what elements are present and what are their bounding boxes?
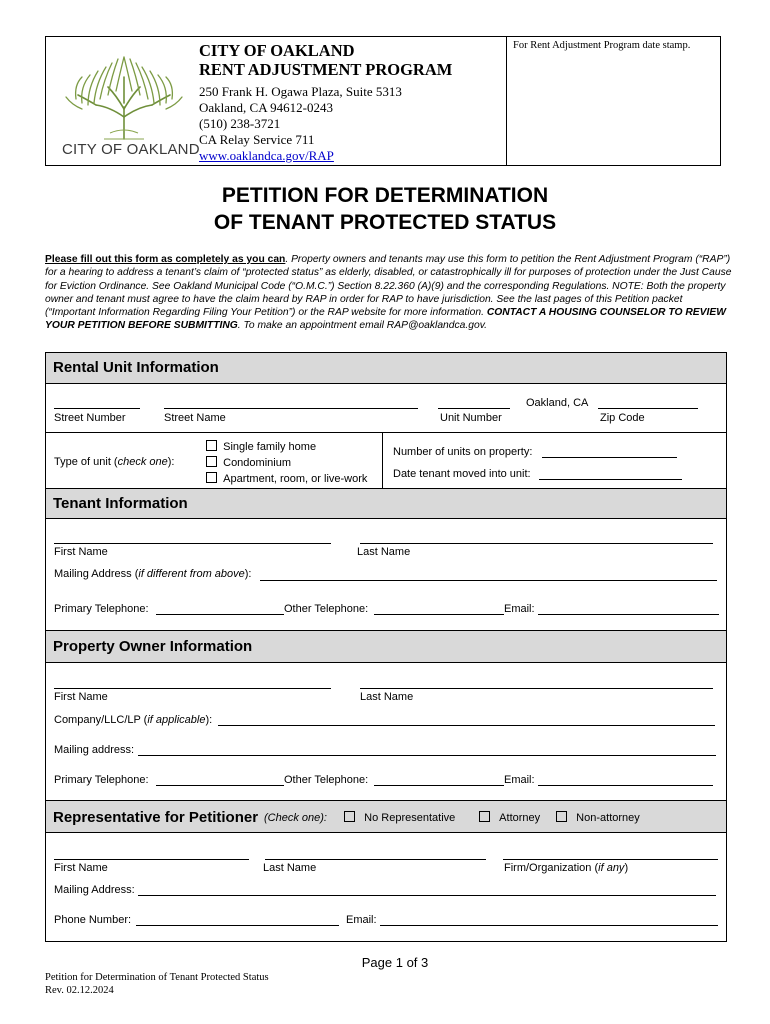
footer-form-name: Petition for Determination of Tenant Protected Status bbox=[45, 972, 269, 983]
tenant-first-name-label: First Name bbox=[54, 546, 108, 558]
owner-primary-phone-field[interactable] bbox=[156, 785, 284, 786]
owner-email-label: Email: bbox=[504, 774, 535, 786]
owner-first-name-label: First Name bbox=[54, 691, 108, 703]
checkbox-single-family[interactable]: Single family home bbox=[206, 440, 316, 453]
checkbox-no-representative[interactable]: No Representative bbox=[344, 811, 455, 824]
intro-counselor-note: CONTACT A HOUSING COUNSELOR TO REVIEW YOUR PETITION BEFORE SUBMITTING bbox=[45, 307, 726, 332]
street-name-field[interactable] bbox=[164, 408, 418, 409]
rep-mailing-field[interactable] bbox=[138, 895, 716, 896]
tenant-other-phone-label: Other Telephone: bbox=[284, 603, 369, 615]
tenant-last-name-field[interactable] bbox=[360, 543, 713, 544]
owner-mailing-field[interactable] bbox=[138, 755, 716, 756]
organization-block bbox=[199, 41, 499, 164]
street-name-label: Street Name bbox=[164, 412, 226, 424]
section-header-rental-unit bbox=[46, 353, 726, 384]
phone-number: (510) 238-3721 bbox=[199, 116, 281, 131]
website-link[interactable]: www.oaklandca.gov/RAP bbox=[199, 148, 334, 163]
header-divider bbox=[506, 37, 507, 165]
tenant-other-phone-field[interactable] bbox=[374, 614, 504, 615]
tenant-primary-phone-field[interactable] bbox=[156, 614, 284, 615]
rep-email-field[interactable] bbox=[380, 925, 718, 926]
checkbox-icon[interactable] bbox=[556, 811, 567, 822]
rep-last-name-field[interactable] bbox=[265, 859, 486, 860]
footer-info bbox=[45, 971, 269, 997]
street-number-field[interactable] bbox=[54, 408, 140, 409]
units-on-property-field[interactable] bbox=[542, 457, 677, 458]
check-one-label: (Check one): bbox=[264, 812, 327, 824]
rep-first-name-field[interactable] bbox=[54, 859, 249, 860]
address-line-1: 250 Frank H. Ogawa Plaza, Suite 5313 bbox=[199, 84, 402, 99]
intro-paragraph bbox=[45, 253, 735, 333]
owner-company-field[interactable] bbox=[218, 725, 715, 726]
owner-company-label: Company/LLC/LP (if applicable): bbox=[54, 714, 213, 726]
row-divider bbox=[46, 432, 726, 433]
owner-mailing-label: Mailing address: bbox=[54, 744, 135, 756]
checkbox-icon[interactable] bbox=[479, 811, 490, 822]
street-number-label: Street Number bbox=[54, 412, 126, 424]
city-label: Oakland, CA bbox=[526, 397, 589, 409]
owner-other-phone-label: Other Telephone: bbox=[284, 774, 369, 786]
tenant-mailing-label: Mailing Address (if different from above): bbox=[54, 568, 252, 580]
section-title: Representative for Petitioner bbox=[53, 809, 259, 826]
unit-number-field[interactable] bbox=[438, 408, 510, 409]
checkbox-condominium[interactable]: Condominium bbox=[206, 456, 291, 469]
units-on-property-label: Number of units on property: bbox=[393, 446, 533, 458]
section-header-tenant bbox=[46, 488, 726, 519]
column-divider bbox=[382, 432, 383, 489]
petition-form bbox=[45, 352, 727, 942]
rep-firm-field[interactable] bbox=[503, 859, 718, 860]
logo-text: CITY OF OAKLAND bbox=[62, 141, 200, 158]
checkbox-icon[interactable] bbox=[206, 472, 217, 483]
checkbox-icon[interactable] bbox=[344, 811, 355, 822]
footer-revision: Rev. 02.12.2024 bbox=[45, 985, 114, 996]
org-name: CITY OF OAKLAND bbox=[199, 41, 355, 60]
section-header-owner bbox=[46, 630, 726, 663]
unit-type-label: Type of unit (check one): bbox=[54, 456, 175, 468]
owner-last-name-label: Last Name bbox=[360, 691, 414, 703]
section-header-representative bbox=[46, 800, 726, 833]
rep-phone-label: Phone Number: bbox=[54, 914, 132, 926]
section-title: Property Owner Information bbox=[53, 638, 253, 655]
owner-last-name-field[interactable] bbox=[360, 688, 713, 689]
rep-mailing-label: Mailing Address: bbox=[54, 884, 135, 896]
intro-lead: Please fill out this form as completely as you can bbox=[45, 254, 286, 265]
section-title: Rental Unit Information bbox=[53, 359, 219, 376]
rep-firm-label: Firm/Organization (if any) bbox=[504, 862, 629, 874]
unit-number-label: Unit Number bbox=[440, 412, 502, 424]
checkbox-non-attorney[interactable]: Non-attorney bbox=[556, 811, 640, 824]
page-number: Page 1 of 3 bbox=[361, 955, 429, 970]
rep-email-label: Email: bbox=[346, 914, 377, 926]
owner-primary-phone-label: Primary Telephone: bbox=[54, 774, 149, 786]
tenant-email-label: Email: bbox=[504, 603, 535, 615]
tenant-last-name-label: Last Name bbox=[357, 546, 411, 558]
checkbox-icon[interactable] bbox=[206, 440, 217, 451]
rep-phone-field[interactable] bbox=[136, 925, 339, 926]
tenant-mailing-field[interactable] bbox=[260, 580, 717, 581]
owner-first-name-field[interactable] bbox=[54, 688, 331, 689]
form-title-line-1: PETITION FOR DETERMINATION bbox=[221, 184, 549, 207]
section-title: Tenant Information bbox=[53, 495, 188, 512]
zip-code-field[interactable] bbox=[598, 408, 698, 409]
rep-first-name-label: First Name bbox=[54, 862, 108, 874]
zip-code-label: Zip Code bbox=[600, 412, 645, 424]
tenant-first-name-field[interactable] bbox=[54, 543, 331, 544]
tenant-primary-phone-label: Primary Telephone: bbox=[54, 603, 149, 615]
address-line-2: Oakland, CA 94612-0243 bbox=[199, 100, 333, 115]
tenant-email-field[interactable] bbox=[538, 614, 719, 615]
intro-body: . Property owners and tenants may use this form to petition the Rent Adjustment Program (“RAP”) for a hearing to address a tenant’s claim of “protected status” as elderly, disabled, or catastrophically ill for purposes of protection under the Just Cause for Eviction Ordinance. See Oakland Municipal Code (“O.M.C.”) Section 8.22.360 (A)(9) and the corresponding Regulations. NOTE: Both the property owner and tenant must agree to have the claim heard by RAP in order for RAP to have jurisdiction. See the last pages of this Petition packet (“Important Information Regarding Filing Your Petition”) or the RAP website for more information. bbox=[45, 254, 732, 319]
owner-email-field[interactable] bbox=[538, 785, 713, 786]
form-title-line-2: OF TENANT PROTECTED STATUS bbox=[213, 211, 557, 234]
checkbox-icon[interactable] bbox=[206, 456, 217, 467]
move-in-date-label: Date tenant moved into unit: bbox=[393, 468, 531, 480]
owner-other-phone-field[interactable] bbox=[374, 785, 504, 786]
move-in-date-field[interactable] bbox=[539, 479, 682, 480]
rep-last-name-label: Last Name bbox=[263, 862, 317, 874]
intro-tail: . To make an appointment email RAP@oaklandca.gov. bbox=[237, 320, 487, 332]
checkbox-attorney[interactable]: Attorney bbox=[479, 811, 540, 824]
checkbox-apartment[interactable]: Apartment, room, or live-work bbox=[206, 472, 367, 485]
relay-service: CA Relay Service 711 bbox=[199, 132, 315, 147]
date-stamp-label: For Rent Adjustment Program date stamp. bbox=[513, 40, 691, 51]
header-box bbox=[45, 36, 721, 166]
program-name: RENT ADJUSTMENT PROGRAM bbox=[199, 60, 453, 79]
